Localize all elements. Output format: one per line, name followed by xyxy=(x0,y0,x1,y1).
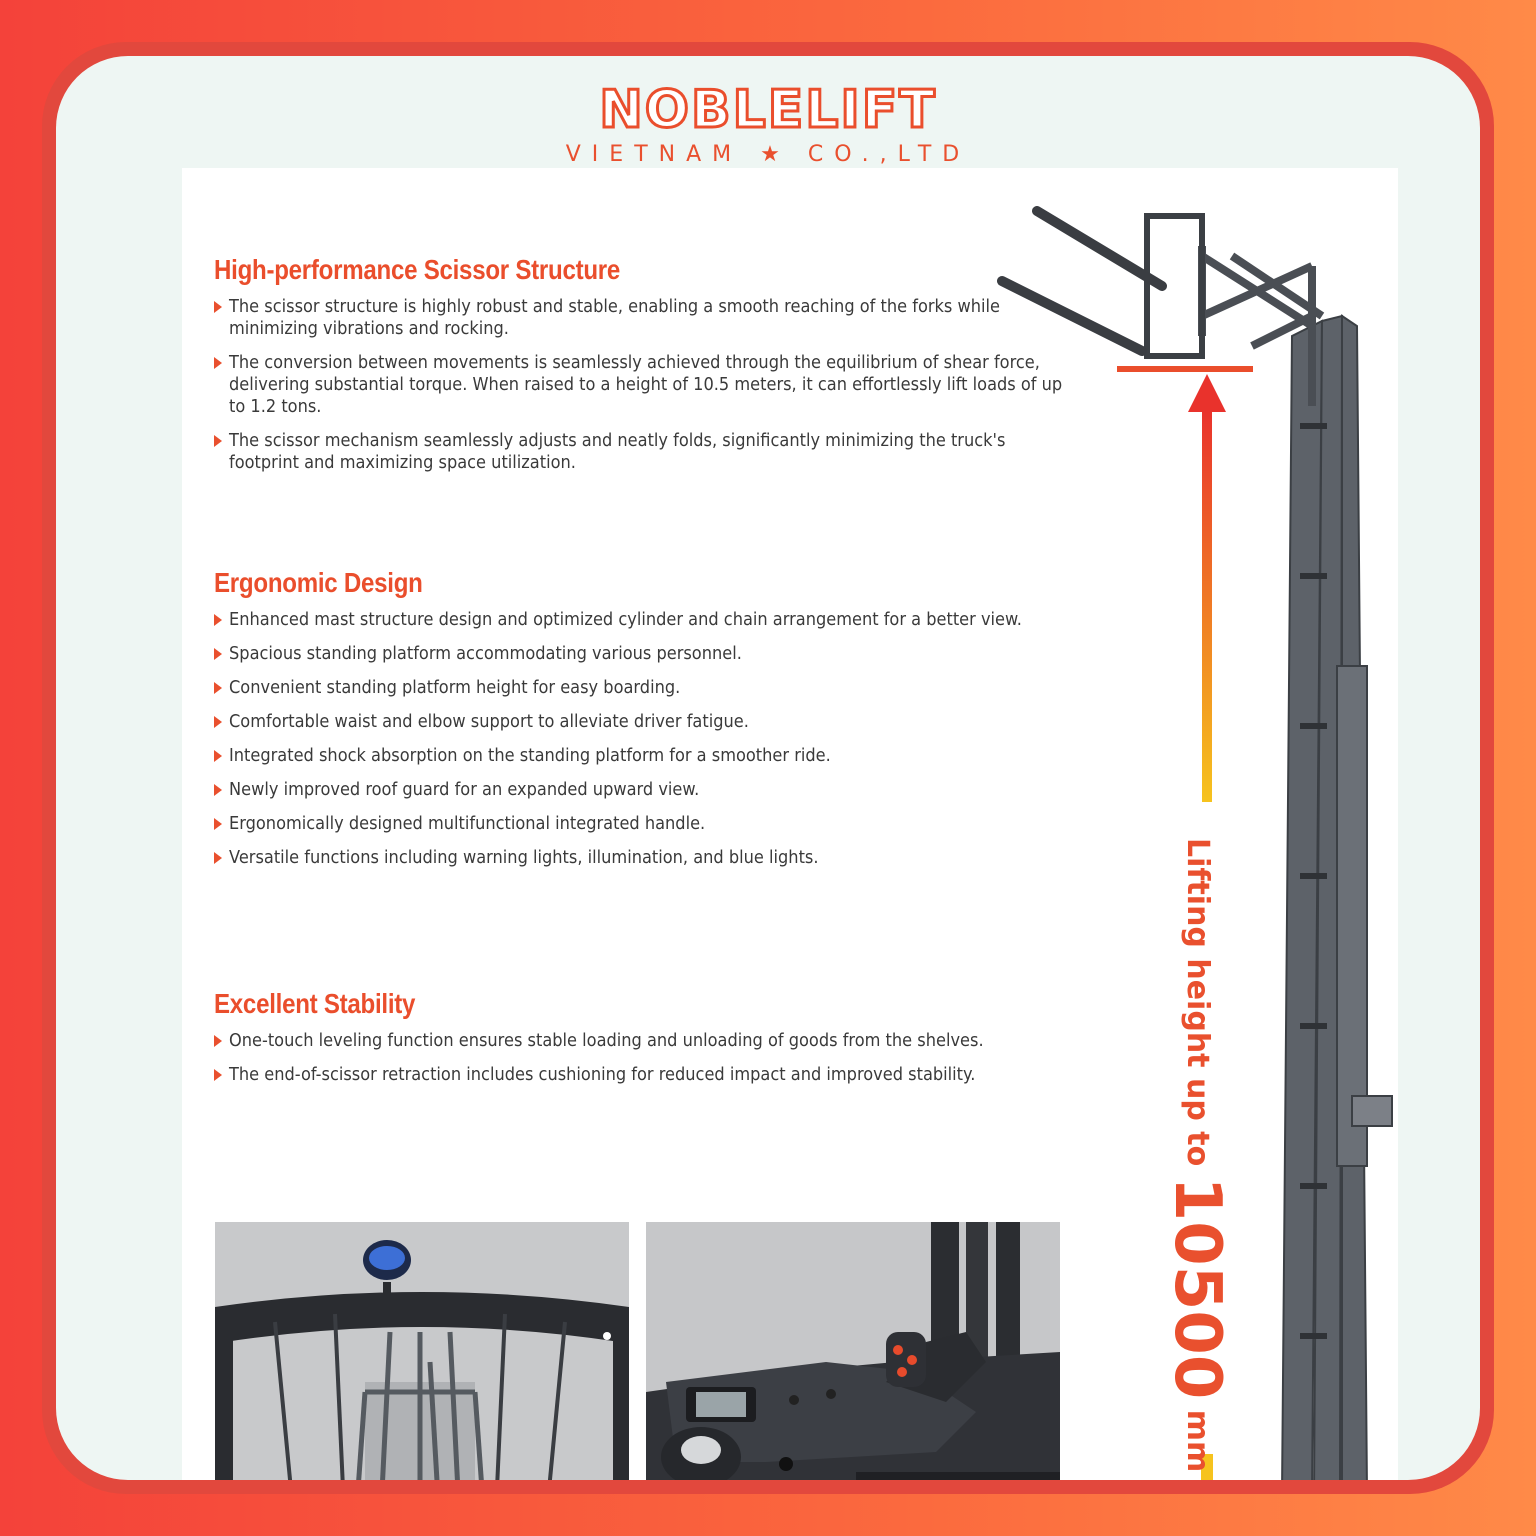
lifting-height-unit: mm xyxy=(1180,1399,1215,1473)
section-title: Ergonomic Design xyxy=(214,567,423,598)
list-item xyxy=(214,677,1064,699)
list-item-text: Ergonomically designed multifunctional integrated handle. xyxy=(229,813,706,834)
lifting-height-label xyxy=(1160,838,1234,1478)
brochure-page xyxy=(182,168,1398,1480)
list-item xyxy=(214,609,1064,631)
bullet-list xyxy=(214,1030,1064,1086)
list-item-text: The end-of-scissor retraction includes cushioning for reduced impact and improved stability. xyxy=(229,1064,976,1085)
list-item xyxy=(214,779,1064,801)
bullet-list xyxy=(214,609,1064,869)
list-item-text: One-touch leveling function ensures stable loading and unloading of goods from the shelves. xyxy=(229,1030,984,1051)
logo-subtitle-country: VIETNAM xyxy=(565,142,743,167)
list-item-text: Spacious standing platform accommodating various personnel. xyxy=(229,643,742,664)
list-item-text: Enhanced mast structure design and optimized cylinder and chain arrangement for a better view. xyxy=(229,609,1022,630)
section-excellent-stability xyxy=(214,988,1064,1098)
star-icon: ★ xyxy=(760,142,780,167)
section-title: Excellent Stability xyxy=(214,988,416,1019)
roof-guard-illustration xyxy=(215,1222,629,1480)
list-item xyxy=(214,1030,1064,1052)
list-item-text: The scissor structure is highly robust and stable, enabling a smooth reaching of the forks while minimizing vibrations and rocking. xyxy=(229,296,1000,339)
list-item xyxy=(214,430,1064,474)
list-item-text: Comfortable waist and elbow support to alleviate driver fatigue. xyxy=(229,711,749,732)
section-ergonomic-design xyxy=(214,567,1064,881)
list-item xyxy=(214,643,1064,665)
list-item xyxy=(214,352,1064,418)
bullet-list xyxy=(214,296,1064,474)
roof-guard-photo xyxy=(215,1222,629,1480)
list-item-text: Integrated shock absorption on the standing platform for a smoother ride. xyxy=(229,745,831,766)
list-item-text: The scissor mechanism seamlessly adjusts and neatly folds, significantly minimizing the truck's footprint and maximizing space utilization. xyxy=(229,430,1006,473)
section-title: High-performance Scissor Structure xyxy=(214,254,621,285)
poster-frame xyxy=(42,42,1494,1494)
lifting-height-value: 10500 xyxy=(1160,1176,1234,1400)
poster-background xyxy=(56,56,1480,1480)
list-item-text: Convenient standing platform height for easy boarding. xyxy=(229,677,681,698)
section-scissor-structure xyxy=(214,254,1064,486)
list-item xyxy=(214,1064,1064,1086)
list-item-text: Newly improved roof guard for an expanded upward view. xyxy=(229,779,700,800)
list-item xyxy=(214,745,1064,767)
logo-wordmark: NOBLELIFT xyxy=(599,80,937,140)
list-item-text: The conversion between movements is seamlessly achieved through the equilibrium of shear force, delivering substantial torque. When raised to a height of 10.5 meters, it can effortlessly lift loads of up to 1.2 tons. xyxy=(229,352,1063,417)
noblelift-logo xyxy=(56,82,1480,168)
list-item xyxy=(214,813,1064,835)
list-item xyxy=(214,711,1064,733)
list-item xyxy=(214,847,1064,869)
list-item xyxy=(214,296,1064,340)
logo-subtitle xyxy=(56,142,1480,168)
list-item-text: Versatile functions including warning lights, illumination, and blue lights. xyxy=(229,847,819,868)
lifting-height-prefix: Lifting height up to xyxy=(1180,838,1215,1177)
logo-subtitle-company: CO.,LTD xyxy=(807,142,971,167)
